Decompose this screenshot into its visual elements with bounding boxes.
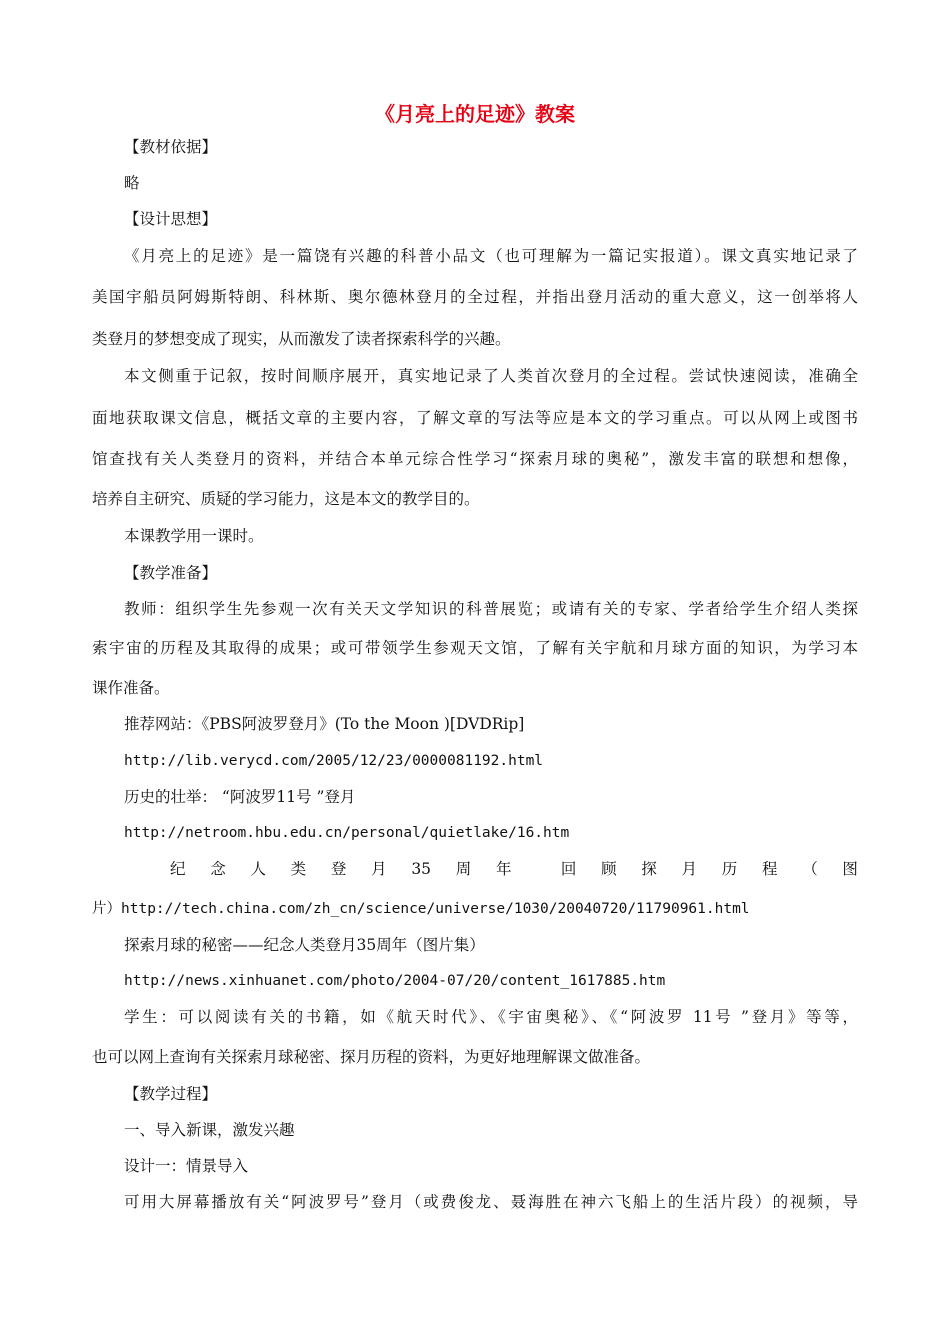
spread-char: （ xyxy=(802,860,818,878)
recommended-site: 历史的壮举： “阿波罗11号 ”登月 xyxy=(124,788,356,806)
spread-char: 人 xyxy=(250,860,266,878)
paragraph-line: 面地获取课文信息，概括文章的主要内容，了解文章的写法等应是本文的学习重点。可以从网上或图书 xyxy=(92,409,858,427)
spread-char: 念 xyxy=(210,860,226,878)
url-link[interactable]: http://news.xinhuanet.com/photo/2004-07/20/content_1617885.htm xyxy=(124,973,666,989)
recommended-site: 推荐网站：《PBS阿波罗登月》(To the Moon )[DVDRip] xyxy=(124,715,525,733)
subheading: 一、导入新课，激发兴趣 xyxy=(124,1121,295,1139)
paragraph: 本课教学用一课时。 xyxy=(124,527,264,545)
subheading: 设计一：情景导入 xyxy=(124,1157,249,1175)
paragraph-line: 类登月的梦想变成了现实，从而激发了读者探索科学的兴趣。 xyxy=(92,330,511,348)
paragraph-line: 《月亮上的足迹》是一篇饶有兴趣的科普小品文（也可理解为一篇记实报道）。课文真实地记录了 xyxy=(124,247,858,265)
url-link[interactable]: 片）http://tech.china.com/zh_cn/science/universe/1030/20040720/11790961.html xyxy=(92,901,750,917)
paragraph-line: 索宇宙的历程及其取得的成果；或可带领学生参观天文馆，了解有关宇航和月球方面的知识，为学习本 xyxy=(92,639,858,657)
paragraph-line: 馆查找有关人类登月的资料，并结合本单元综合性学习“探索月球的奥秘”，激发丰富的联想和想像， xyxy=(92,450,858,468)
paragraph: 略 xyxy=(124,174,140,192)
section-heading-design: 【设计思想】 xyxy=(124,210,218,228)
spread-char: 纪 xyxy=(170,860,186,878)
spread-char: 35 xyxy=(411,860,432,878)
spread-char: 图 xyxy=(842,860,858,878)
spread-char: 周 xyxy=(455,860,472,878)
url-link[interactable]: http://netroom.hbu.edu.cn/personal/quietlake/16.htm xyxy=(124,825,570,841)
section-heading-process: 【教学过程】 xyxy=(124,1085,218,1103)
paragraph-line: 学生：可以阅读有关的书籍，如《航天时代》、《宇宙奥秘》、《“阿波罗 11号 ”登月》等等， xyxy=(124,1008,858,1026)
spread-char: 回 xyxy=(560,860,577,878)
paragraph-line: 美国宇船员阿姆斯特朗、科林斯、奥尔德林登月的全过程，并指出登月活动的重大意义，这一创举将人 xyxy=(92,288,858,306)
paragraph-line: 教师：组织学生先参观一次有关天文学知识的科普展览；或请有关的专家、学者给学生介绍人类探 xyxy=(124,600,858,618)
recommended-site: 探索月球的秘密——纪念人类登月35周年（图片集） xyxy=(124,936,485,954)
spread-char: 历 xyxy=(721,860,738,878)
document-title: 《月亮上的足迹》教案 xyxy=(375,102,575,126)
section-heading-preparation: 【教学准备】 xyxy=(124,564,218,582)
spread-title-line xyxy=(170,859,858,879)
spread-char: 月 xyxy=(371,860,387,878)
paragraph-line: 课作准备。 xyxy=(92,679,170,697)
spread-char: 年 xyxy=(495,860,512,878)
paragraph-line: 本文侧重于记叙，按时间顺序展开，真实地记录了人类首次登月的全过程。尝试快速阅读，准确全 xyxy=(124,367,858,385)
spread-char: 程 xyxy=(761,860,778,878)
spread-char: 探 xyxy=(641,860,657,878)
spread-char: 顾 xyxy=(601,860,617,878)
spread-char: 登 xyxy=(330,860,347,878)
url-link[interactable]: http://lib.verycd.com/2005/12/23/0000081192.html xyxy=(124,753,544,769)
paragraph-line: 可用大屏幕播放有关“阿波罗号”登月（或费俊龙、聂海胜在神六飞船上的生活片段）的视频，导 xyxy=(124,1193,858,1211)
spread-char: 类 xyxy=(290,860,307,878)
section-heading-basis: 【教材依据】 xyxy=(124,138,218,156)
paragraph-line: 培养自主研究、质疑的学习能力，这是本文的教学目的。 xyxy=(92,490,480,508)
spread-char: 月 xyxy=(681,860,698,878)
paragraph-line: 也可以网上查询有关探索月球秘密、探月历程的资料，为更好地理解课文做准备。 xyxy=(92,1048,651,1066)
